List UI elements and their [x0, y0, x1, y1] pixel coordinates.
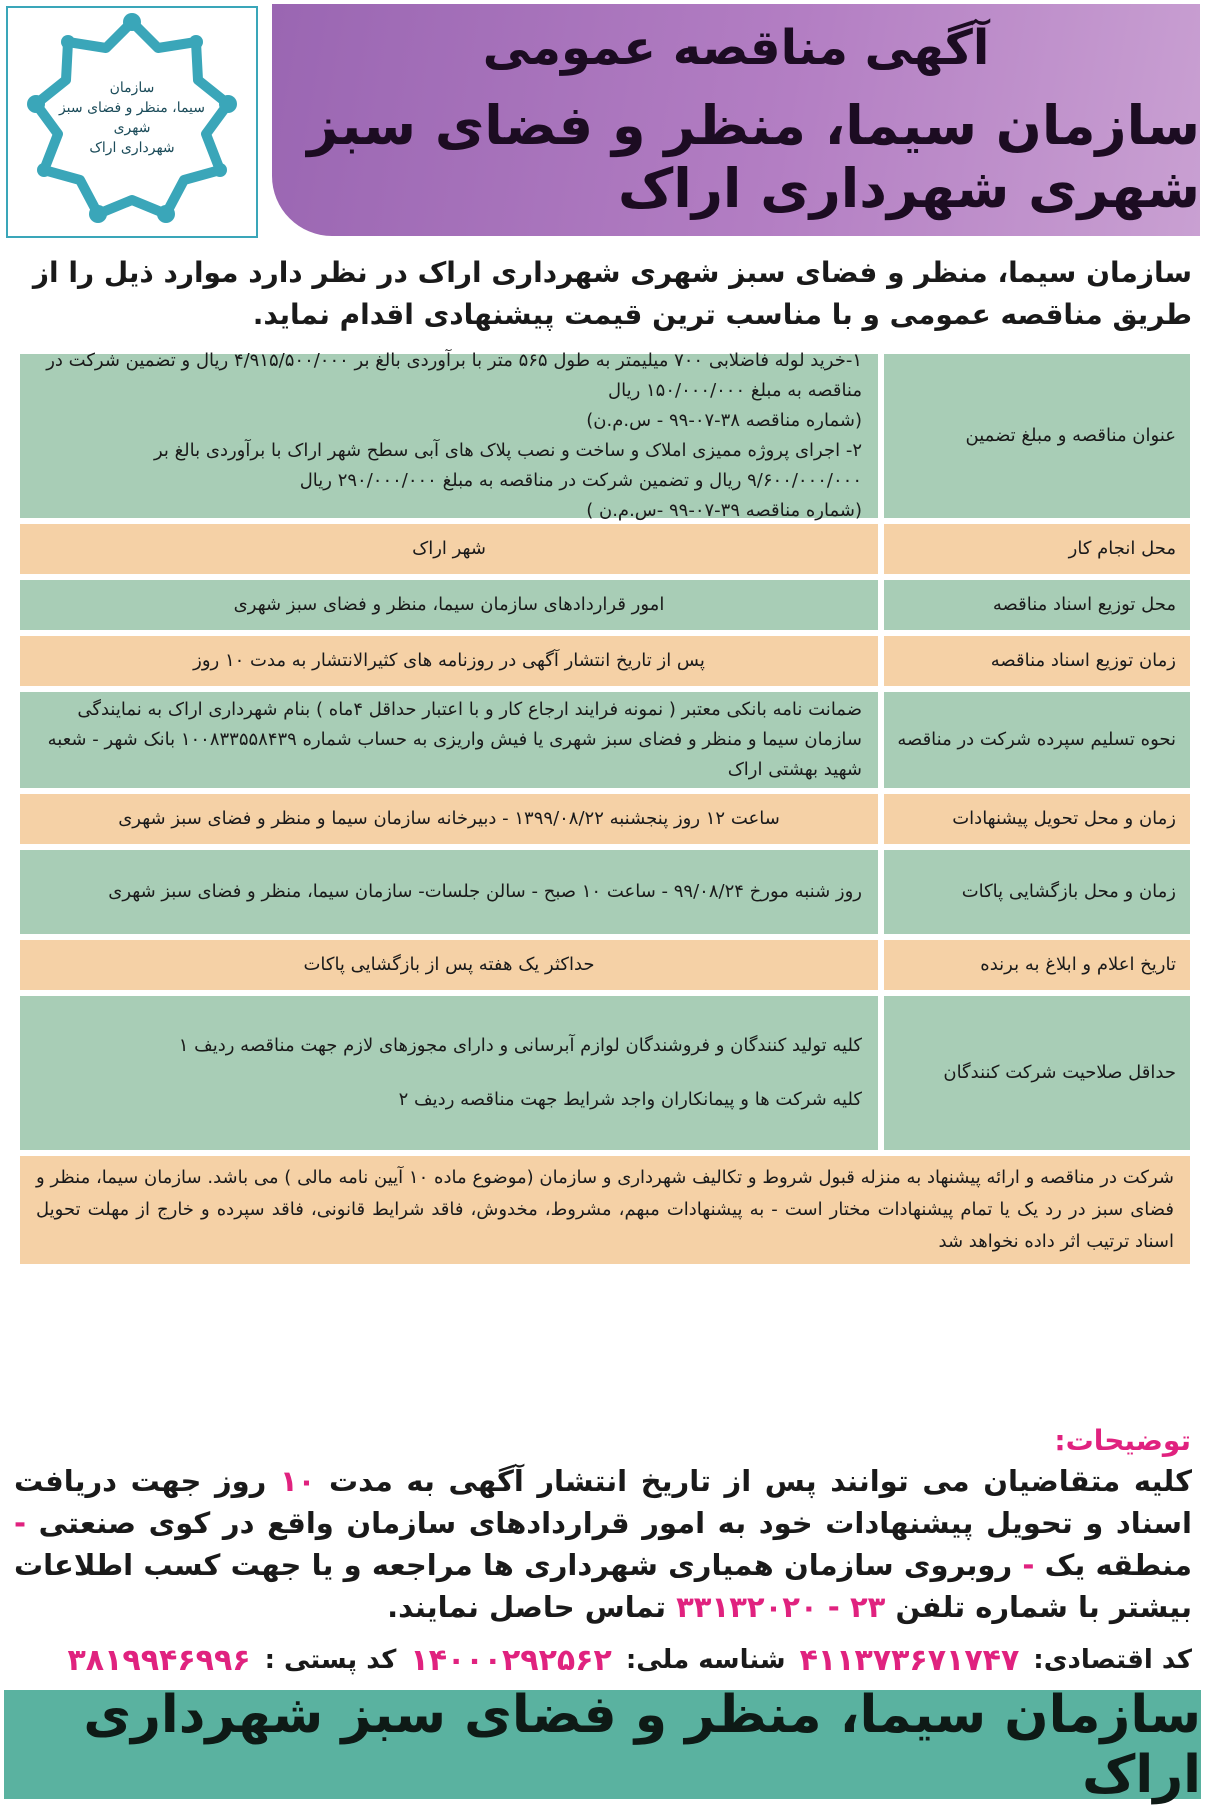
row-label: زمان توزیع اسناد مناقصه [884, 636, 1190, 686]
notes-text: کلیه متقاضیان می توانند پس از تاریخ انتشار آگهی به مدت [328, 1464, 1192, 1498]
row-value: روز شنبه مورخ ۹۹/۰۸/۲۴ - ساعت ۱۰ صبح - سالن جلسات- سازمان سیما، منظر و فضای سبز شهری [20, 850, 878, 934]
tender-item-2-number: (شماره مناقصه ۳۹-۰۷-۹۹ -س.م.ن ) [586, 500, 862, 521]
notes-paragraph [14, 1460, 1192, 1628]
row-label: حداقل صلاحیت شرکت کنندگان [884, 996, 1190, 1150]
notes-days: ۱۰ [279, 1464, 316, 1498]
intro-paragraph: سازمان سیما، منظر و فضای سبز شهری شهرداری اراک در نظر دارد موارد ذیل را از طریق مناقصه عمومی و با مناسب ترین قیمت پیشنهادی اقدام نماید. [32, 256, 1192, 331]
postal-code-label: کد پستی : [264, 1645, 397, 1675]
row-label: محل انجام کار [884, 524, 1190, 574]
table-footnote-row [20, 1156, 1190, 1264]
logo-line-1: سازمان [109, 80, 155, 96]
row-label: عنوان مناقصه و مبلغ تضمین [884, 354, 1190, 518]
notes-dash: - [1022, 1548, 1035, 1582]
table-row [20, 794, 1190, 844]
economic-code: ۴۱۱۳۷۳۶۷۱۷۴۷ [799, 1642, 1020, 1678]
footer-org-name: سازمان سیما، منظر و فضای سبز شهرداری اراک [83, 1684, 1201, 1805]
row-value: حداکثر یک هفته پس از بازگشایی پاکات [20, 940, 878, 990]
table-row [20, 996, 1190, 1150]
table-row [20, 850, 1190, 934]
row-value: شهر اراک [20, 524, 878, 574]
logo-text [48, 78, 216, 158]
row-label: تاریخ اعلام و ابلاغ به برنده [884, 940, 1190, 990]
qualification-1: کلیه تولید کنندگان و فروشندگان لوازم آبرسانی و دارای مجوزهای لازم جهت مناقصه ردیف ۱ [178, 1035, 862, 1056]
row-label: نحوه تسلیم سپرده شرکت در مناقصه [884, 692, 1190, 788]
table-row [20, 524, 1190, 574]
table-row [20, 580, 1190, 630]
row-value: ضمانت نامه بانکی معتبر ( نمونه فرایند ارجاع کار و با اعتبار حداقل ۴ماه ) بنام شهرداری اراک به نمایندگی سازمان سیما و منظر و فضای سبز شهری یا فیش واریزی به حساب شماره ۱۰۰۸۳۳۵۵۸۴۳۹ بانک شهر - شعبه شهید بهشتی اراک [20, 692, 878, 788]
row-value [20, 996, 878, 1150]
table-row [20, 692, 1190, 788]
postal-code: ۳۸۱۹۹۴۶۹۹۶ [67, 1642, 251, 1678]
row-value: پس از تاریخ انتشار آگهی در روزنامه های کثیرالانتشار به مدت ۱۰ روز [20, 636, 878, 686]
row-label: زمان و محل تحویل پیشنهادات [884, 794, 1190, 844]
row-value [20, 350, 878, 521]
logo-line-3: شهرداری اراک [89, 140, 175, 156]
qualification-2: کلیه شرکت ها و پیمانکاران واجد شرایط جهت مناقصه ردیف ۲ [398, 1089, 862, 1110]
header-banner [272, 4, 1200, 236]
row-value: امور قراردادهای سازمان سیما، منظر و فضای سبز شهری [20, 580, 878, 630]
table-row [20, 350, 1190, 521]
notes-phone: ۲۳ - ۳۳۱۳۲۰۲۰ [676, 1590, 886, 1624]
row-value: ساعت ۱۲ روز پنجشنبه ۱۳۹۹/۰۸/۲۲ - دبیرخانه سازمان سیما و منظر و فضای سبز شهری [20, 794, 878, 844]
economic-code-label: کد اقتصادی: [1033, 1645, 1192, 1675]
notes-title: توضیحات: [1054, 1424, 1191, 1457]
ad-title: آگهی مناقصه عمومی [482, 20, 990, 76]
table-row [20, 636, 1190, 686]
notes-text: روز جهت دریافت اسناد و تحویل پیشنهادات خود به امور قراردادهای سازمان واقع در کوی صنعتی [14, 1464, 1192, 1540]
national-id: ۱۴۰۰۰۲۹۲۵۶۲ [410, 1642, 612, 1678]
table-row [20, 940, 1190, 990]
footer-banner [4, 1684, 1201, 1805]
tender-item-1: ۱-خرید لوله فاضلابی ۷۰۰ میلیمتر به طول ۵۶۵ متر با برآوردی بالغ بر ۴/۹۱۵/۵۰۰/۰۰۰ ریال و تضمین شرکت در مناقصه به مبلغ ۱۵۰/۰۰۰/۰۰۰ ریال [46, 350, 862, 401]
row-label: زمان و محل بازگشایی پاکات [884, 850, 1190, 934]
notes-dash: - [14, 1506, 27, 1540]
tender-item-1-number: (شماره مناقصه ۳۸-۰۷-۹۹ - س.م.ن) [586, 410, 862, 431]
logo-line-2: سیما، منظر و فضای سبز شهری [58, 100, 206, 136]
notes-text: روبروی سازمان همیاری شهرداری ها مراجعه و یا جهت کسب اطلاعات بیشتر با شماره تلفن [14, 1548, 1192, 1624]
identifiers-line [14, 1640, 1192, 1680]
organization-logo [6, 6, 258, 238]
table-footnote: شرکت در مناقصه و ارائه پیشنهاد به منزله قبول شروط و تکالیف شهرداری و سازمان (موضوع ماده ۱۰ آیین نامه مالی ) می باشد. سازمان سیما، منظر و فضای سبز در رد یک یا تمام پیشنهادات مختار است - به پیشنهادات مبهم، مشروط، مخدوش، فاقد شرایط قانونی، فاقد سپرده و خارج از مهلت تحویل اسناد ترتیب اثر داده نخواهد شد [36, 1167, 1174, 1252]
notes-text: منطقه یک [1044, 1548, 1192, 1582]
organization-name: سازمان سیما، منظر و فضای سبز شهری شهرداری اراک [307, 94, 1200, 220]
notes-text: تماس حاصل نمایند. [387, 1590, 666, 1624]
tender-item-2: ۲- اجرای پروژه ممیزی املاک و ساخت و نصب پلاک های آبی سطح شهر اراک با برآوردی بالغ بر ۹/۶۰۰/۰۰۰/۰۰۰ ریال و تضمین شرکت در مناقصه به مبلغ ۲۹۰/۰۰۰/۰۰۰ ریال [153, 440, 862, 491]
national-id-label: شناسه ملی: [625, 1645, 786, 1675]
row-label: محل توزیع اسناد مناقصه [884, 580, 1190, 630]
